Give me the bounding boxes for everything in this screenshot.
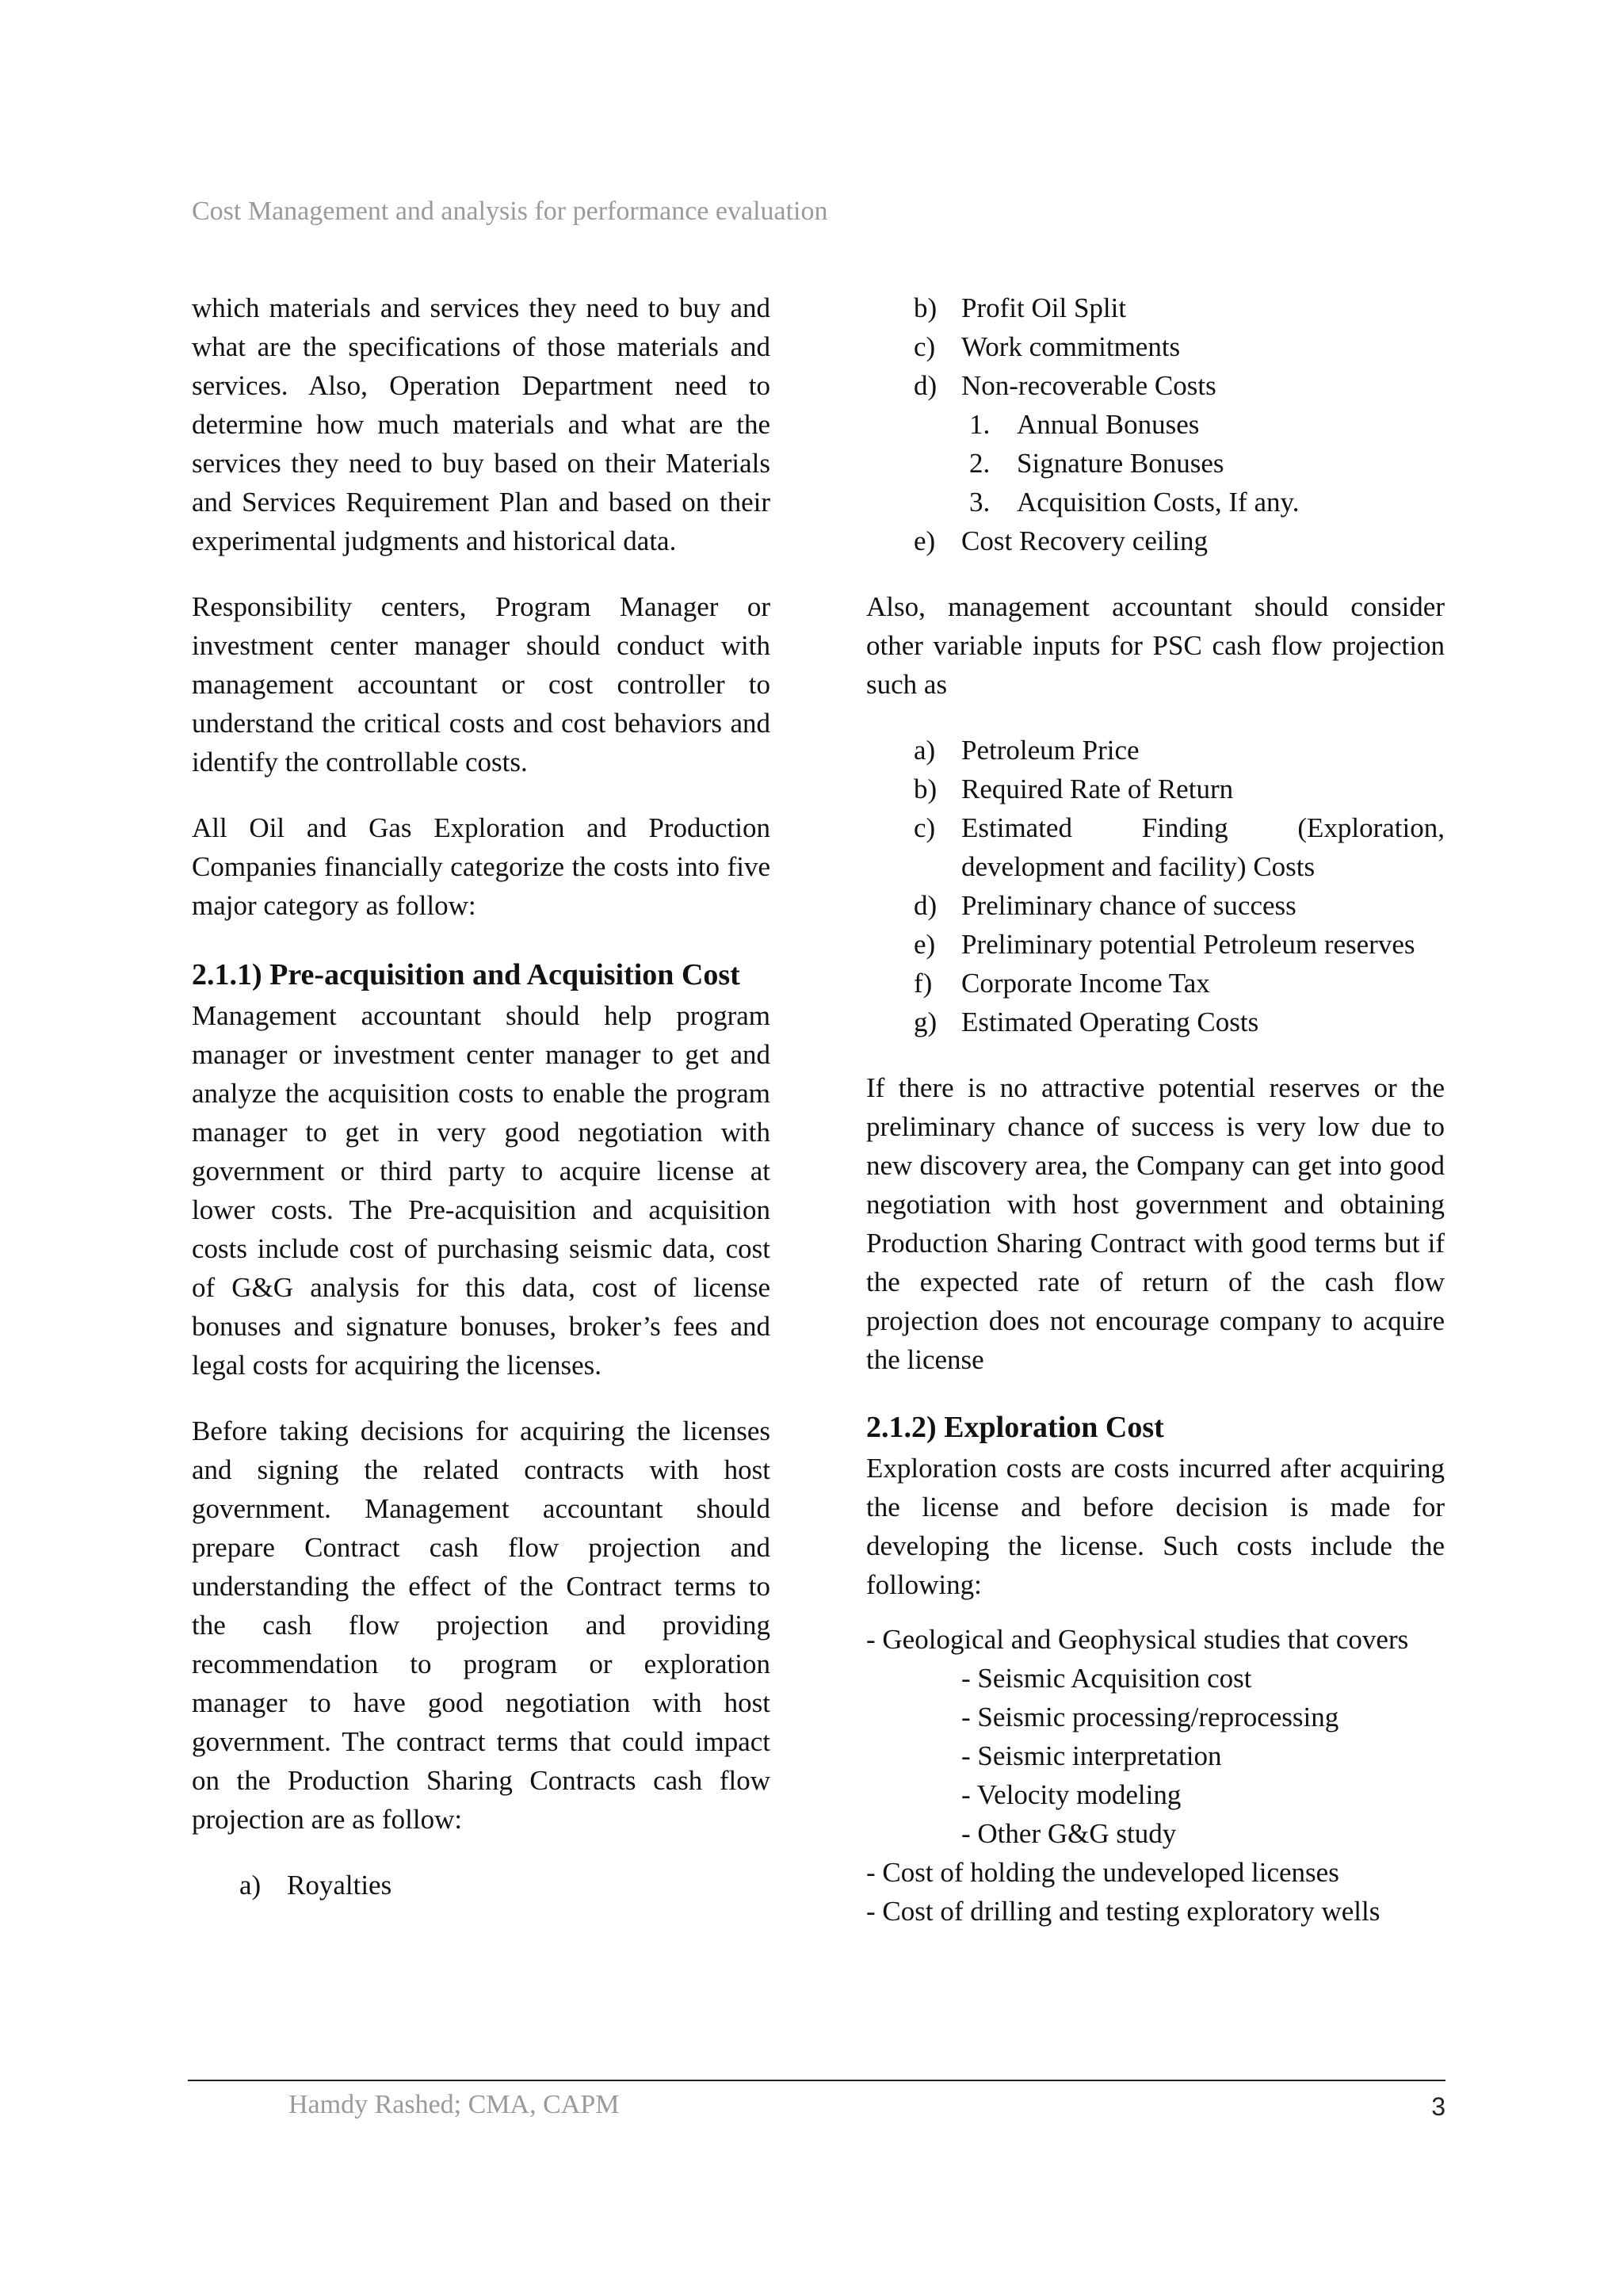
list-item-text: Estimated Finding (Exploration, development and facility) Costs xyxy=(961,812,1445,882)
list-item-text: Acquisition Costs, If any. xyxy=(1017,487,1300,518)
paragraph-cost-categories: All Oil and Gas Exploration and Production Companies financially categorize the costs into five major category as follow: xyxy=(192,812,770,921)
list-marker: e) xyxy=(914,525,936,556)
list-marker: c) xyxy=(914,331,936,362)
list-marker: d) xyxy=(914,890,938,921)
list-item xyxy=(192,1866,770,1904)
left-column xyxy=(192,288,770,1904)
contract-terms-list-end xyxy=(866,521,1445,560)
list-item: - Seismic interpretation xyxy=(961,1740,1222,1771)
list-item xyxy=(866,925,1445,964)
list-item-text: Estimated Operating Costs xyxy=(961,1007,1259,1037)
list-marker: g) xyxy=(914,1007,938,1037)
nonrecoverable-costs-list xyxy=(866,405,1445,521)
paragraph-negotiation: If there is no attractive potential reserves or the preliminary chance of success is very low due to new discovery area, the Company can get into good negotiation with host government and obtaining Production Sharing Contract with good terms but if the expected rate of return of the cash flow projection does not encourage company to acquire the license xyxy=(866,1072,1445,1375)
list-marker: e) xyxy=(914,929,936,960)
list-item-text: Corporate Income Tax xyxy=(961,968,1210,999)
footer-author: Hamdy Rashed; CMA, CAPM xyxy=(288,2090,620,2119)
section-heading-exploration: 2.1.2) Exploration Cost xyxy=(866,1411,1164,1444)
variable-inputs-list xyxy=(866,731,1445,1041)
list-item: - Other G&G study xyxy=(961,1818,1177,1849)
list-item xyxy=(866,731,1445,770)
list-item xyxy=(866,770,1445,808)
list-item-text: Preliminary potential Petroleum reserves xyxy=(961,929,1415,960)
paragraph-acquisition-costs: Management accountant should help program manager or investment center manager to get and analyze the acquisition costs to enable the program manager to get in very good negotiation with government or third party to acquire license at lower costs. The Pre-acquisition and acquisition costs include cost of purchasing seismic data, cost of G&G analysis for this data, cost of license bonuses and signature bonuses, broker’s fees and legal costs for acquiring the licenses. xyxy=(192,1000,770,1381)
paragraph-contract-projection: Before taking decisions for acquiring the licenses and signing the related contracts with host government. Management accountant should prepare Contract cash flow projection and understanding the effect of the Contract terms to the cash flow projection and providing recommendation to program or exploration manager to have good negotiation with host government. The contract terms that could impact on the Production Sharing Contracts cash flow projection are as follow: xyxy=(192,1415,770,1835)
list-item-text: Petroleum Price xyxy=(961,735,1140,766)
section-heading-acquisition: 2.1.1) Pre-acquisition and Acquisition Cost xyxy=(192,958,740,991)
list-item xyxy=(866,808,1445,886)
list-item-text: Annual Bonuses xyxy=(1017,409,1200,440)
paragraph-exploration-costs: Exploration costs are costs incurred after acquiring the license and before decision is made for developing the license. Such costs include the following: xyxy=(866,1453,1445,1600)
paragraph-responsibility-centers: Responsibility centers, Program Manager or investment center manager should conduct with management accountant or cost controller to understand the critical costs and cost behaviors and identify the controllable costs. xyxy=(192,591,770,777)
list-marker: 1. xyxy=(969,409,991,440)
list-marker: f) xyxy=(914,968,933,999)
list-item xyxy=(866,366,1445,405)
list-item: - Velocity modeling xyxy=(961,1779,1182,1810)
list-item: - Cost of drilling and testing exploratory wells xyxy=(866,1896,1381,1927)
list-item xyxy=(866,288,1445,327)
right-column xyxy=(866,288,1445,1931)
list-marker: a) xyxy=(914,735,936,766)
list-item xyxy=(866,1003,1445,1041)
paragraph-materials: which materials and services they need to buy and what are the specifications of those materials and services. Also, Operation Department need to determine how much materials and what are the services they need to buy based on their Materials and Services Requirement Plan and based on their experimental judgments and historical data. xyxy=(192,292,770,556)
list-item xyxy=(866,327,1445,366)
list-item-text: Non-recoverable Costs xyxy=(961,370,1216,401)
contract-terms-list-continued xyxy=(866,288,1445,405)
list-marker: b) xyxy=(914,774,938,804)
running-header: Cost Management and analysis for performance evaluation xyxy=(192,197,828,226)
list-item xyxy=(866,886,1445,925)
list-item: - Seismic processing/reprocessing xyxy=(961,1702,1339,1733)
list-item-text: Royalties xyxy=(287,1870,392,1901)
list-item-text: Preliminary chance of success xyxy=(961,890,1296,921)
footer-divider xyxy=(188,2080,1445,2081)
page-number: 3 xyxy=(1431,2092,1445,2121)
list-item-text: Signature Bonuses xyxy=(1017,448,1224,479)
list-item-text: Profit Oil Split xyxy=(961,292,1127,323)
list-marker: a) xyxy=(239,1870,262,1901)
list-item xyxy=(866,444,1445,483)
list-item xyxy=(866,405,1445,444)
list-marker: d) xyxy=(914,370,938,401)
contract-terms-list xyxy=(192,1866,770,1904)
list-item: - Seismic Acquisition cost xyxy=(961,1663,1252,1694)
list-item xyxy=(866,964,1445,1003)
list-item-text: Required Rate of Return xyxy=(961,774,1234,804)
list-item-text: Cost Recovery ceiling xyxy=(961,525,1209,556)
list-marker: 3. xyxy=(969,487,991,518)
list-marker: b) xyxy=(914,292,938,323)
exploration-costs-list xyxy=(866,1620,1445,1931)
list-marker: 2. xyxy=(969,448,991,479)
list-marker: c) xyxy=(914,812,936,843)
paragraph-variable-inputs: Also, management accountant should consider other variable inputs for PSC cash flow projection such as xyxy=(866,591,1445,700)
list-item: - Cost of holding the undeveloped licenses xyxy=(866,1857,1339,1888)
list-item xyxy=(866,521,1445,560)
list-item: - Geological and Geophysical studies that covers xyxy=(866,1624,1409,1655)
list-item xyxy=(866,483,1445,521)
list-item-text: Work commitments xyxy=(961,331,1181,362)
